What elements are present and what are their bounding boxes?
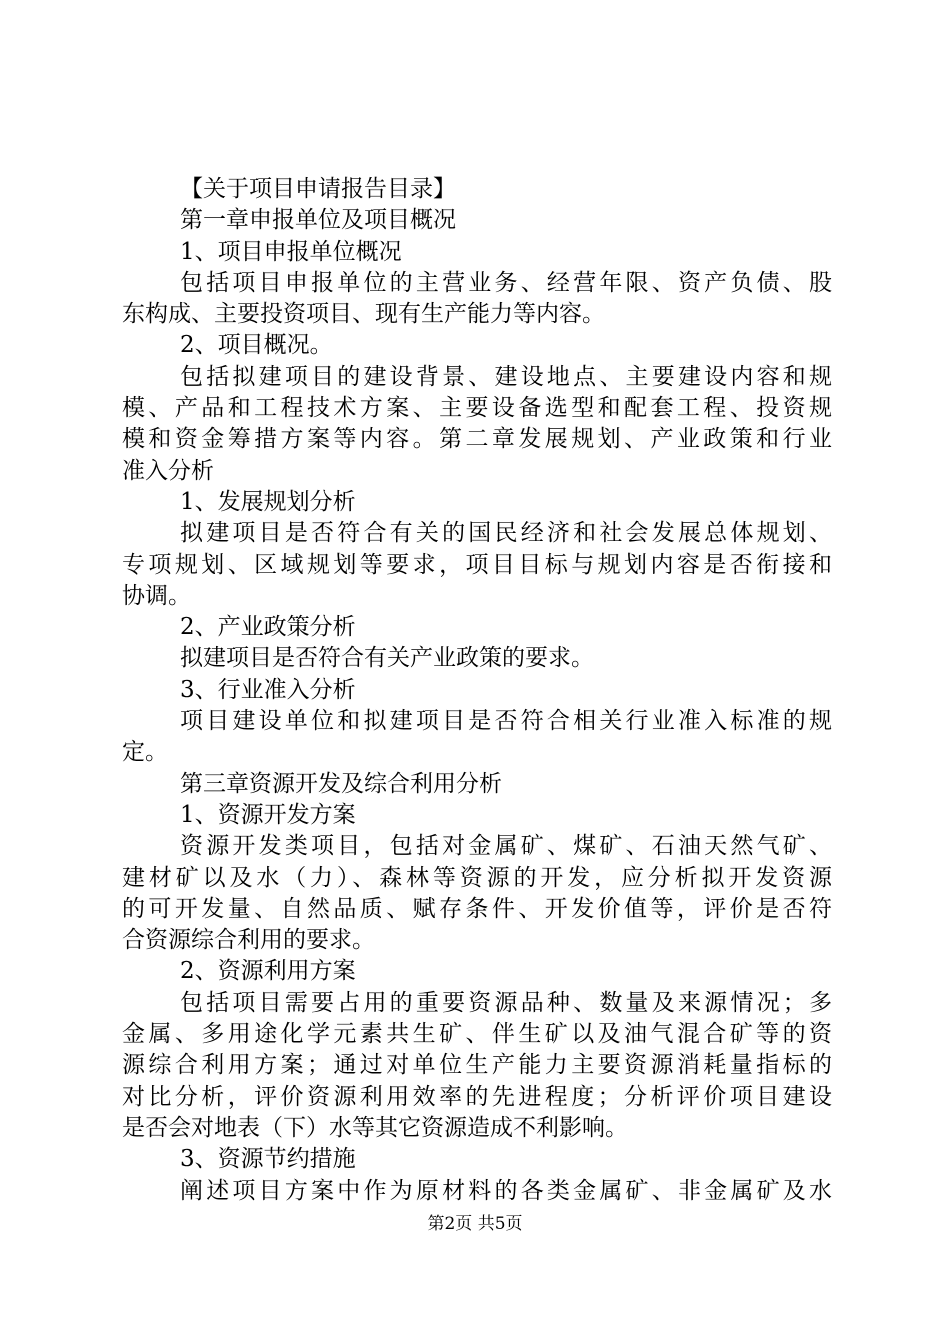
text-line: 建材矿以及水（力）、森林等资源的开发，应分析拟开发资源 bbox=[122, 864, 832, 891]
text-line: 1、发展规划分析 bbox=[180, 488, 356, 515]
document-body bbox=[122, 174, 832, 1207]
text-line: 项目建设单位和拟建项目是否符合相关行业准入标准的规 bbox=[180, 708, 832, 735]
text-line: 协调。 bbox=[122, 582, 191, 609]
text-line: 包括项目需要占用的重要资源品种、数量及来源情况；多 bbox=[180, 989, 832, 1016]
text-line: 2、项目概况。 bbox=[180, 332, 333, 359]
text-line: 专项规划、区域规划等要求，项目目标与规划内容是否衔接和 bbox=[122, 551, 832, 578]
text-line: 模、产品和工程技术方案、主要设备选型和配套工程、投资规 bbox=[122, 395, 832, 422]
text-line: 定。 bbox=[122, 739, 168, 766]
text-line: 东构成、主要投资项目、现有生产能力等内容。 bbox=[122, 301, 605, 328]
text-line: 是否会对地表（下）水等其它资源造成不利影响。 bbox=[122, 1114, 628, 1141]
text-line: 1、资源开发方案 bbox=[180, 801, 356, 828]
text-line: 对比分析，评价资源利用效率的先进程度；分析评价项目建设 bbox=[122, 1083, 832, 1110]
text-line: 合资源综合利用的要求。 bbox=[122, 927, 375, 954]
text-line: 2、资源利用方案 bbox=[180, 958, 356, 985]
text-line: 的可开发量、自然品质、赋存条件、开发价值等，评价是否符 bbox=[122, 895, 832, 922]
text-line: 金属、多用途化学元素共生矿、伴生矿以及油气混合矿等的资 bbox=[122, 1021, 832, 1048]
text-line: 1、项目申报单位概况 bbox=[180, 238, 402, 265]
page-number-footer: 第2页 共5页 bbox=[427, 1214, 523, 1234]
text-line: 包括拟建项目的建设背景、建设地点、主要建设内容和规 bbox=[180, 363, 832, 390]
text-line: 第三章资源开发及综合利用分析 bbox=[180, 770, 502, 797]
text-line: 第一章申报单位及项目概况 bbox=[180, 207, 456, 234]
text-line: 【关于项目申请报告目录】 bbox=[180, 176, 456, 202]
text-line: 3、行业准入分析 bbox=[180, 676, 356, 703]
text-line: 拟建项目是否符合有关产业政策的要求。 bbox=[180, 645, 594, 672]
text-line: 模和资金筹措方案等内容。第二章发展规划、产业政策和行业 bbox=[122, 426, 832, 453]
text-line: 准入分析 bbox=[122, 457, 214, 484]
text-line: 3、资源节约措施 bbox=[180, 1146, 356, 1173]
text-line: 拟建项目是否符合有关的国民经济和社会发展总体规划、 bbox=[180, 520, 832, 547]
text-line: 2、产业政策分析 bbox=[180, 614, 356, 641]
text-line: 资源开发类项目，包括对金属矿、煤矿、石油天然气矿、 bbox=[180, 833, 832, 860]
text-line: 源综合利用方案；通过对单位生产能力主要资源消耗量指标的 bbox=[122, 1052, 832, 1079]
text-line: 包括项目申报单位的主营业务、经营年限、资产负债、股 bbox=[180, 269, 832, 296]
text-line: 阐述项目方案中作为原材料的各类金属矿、非金属矿及水 bbox=[180, 1177, 832, 1204]
